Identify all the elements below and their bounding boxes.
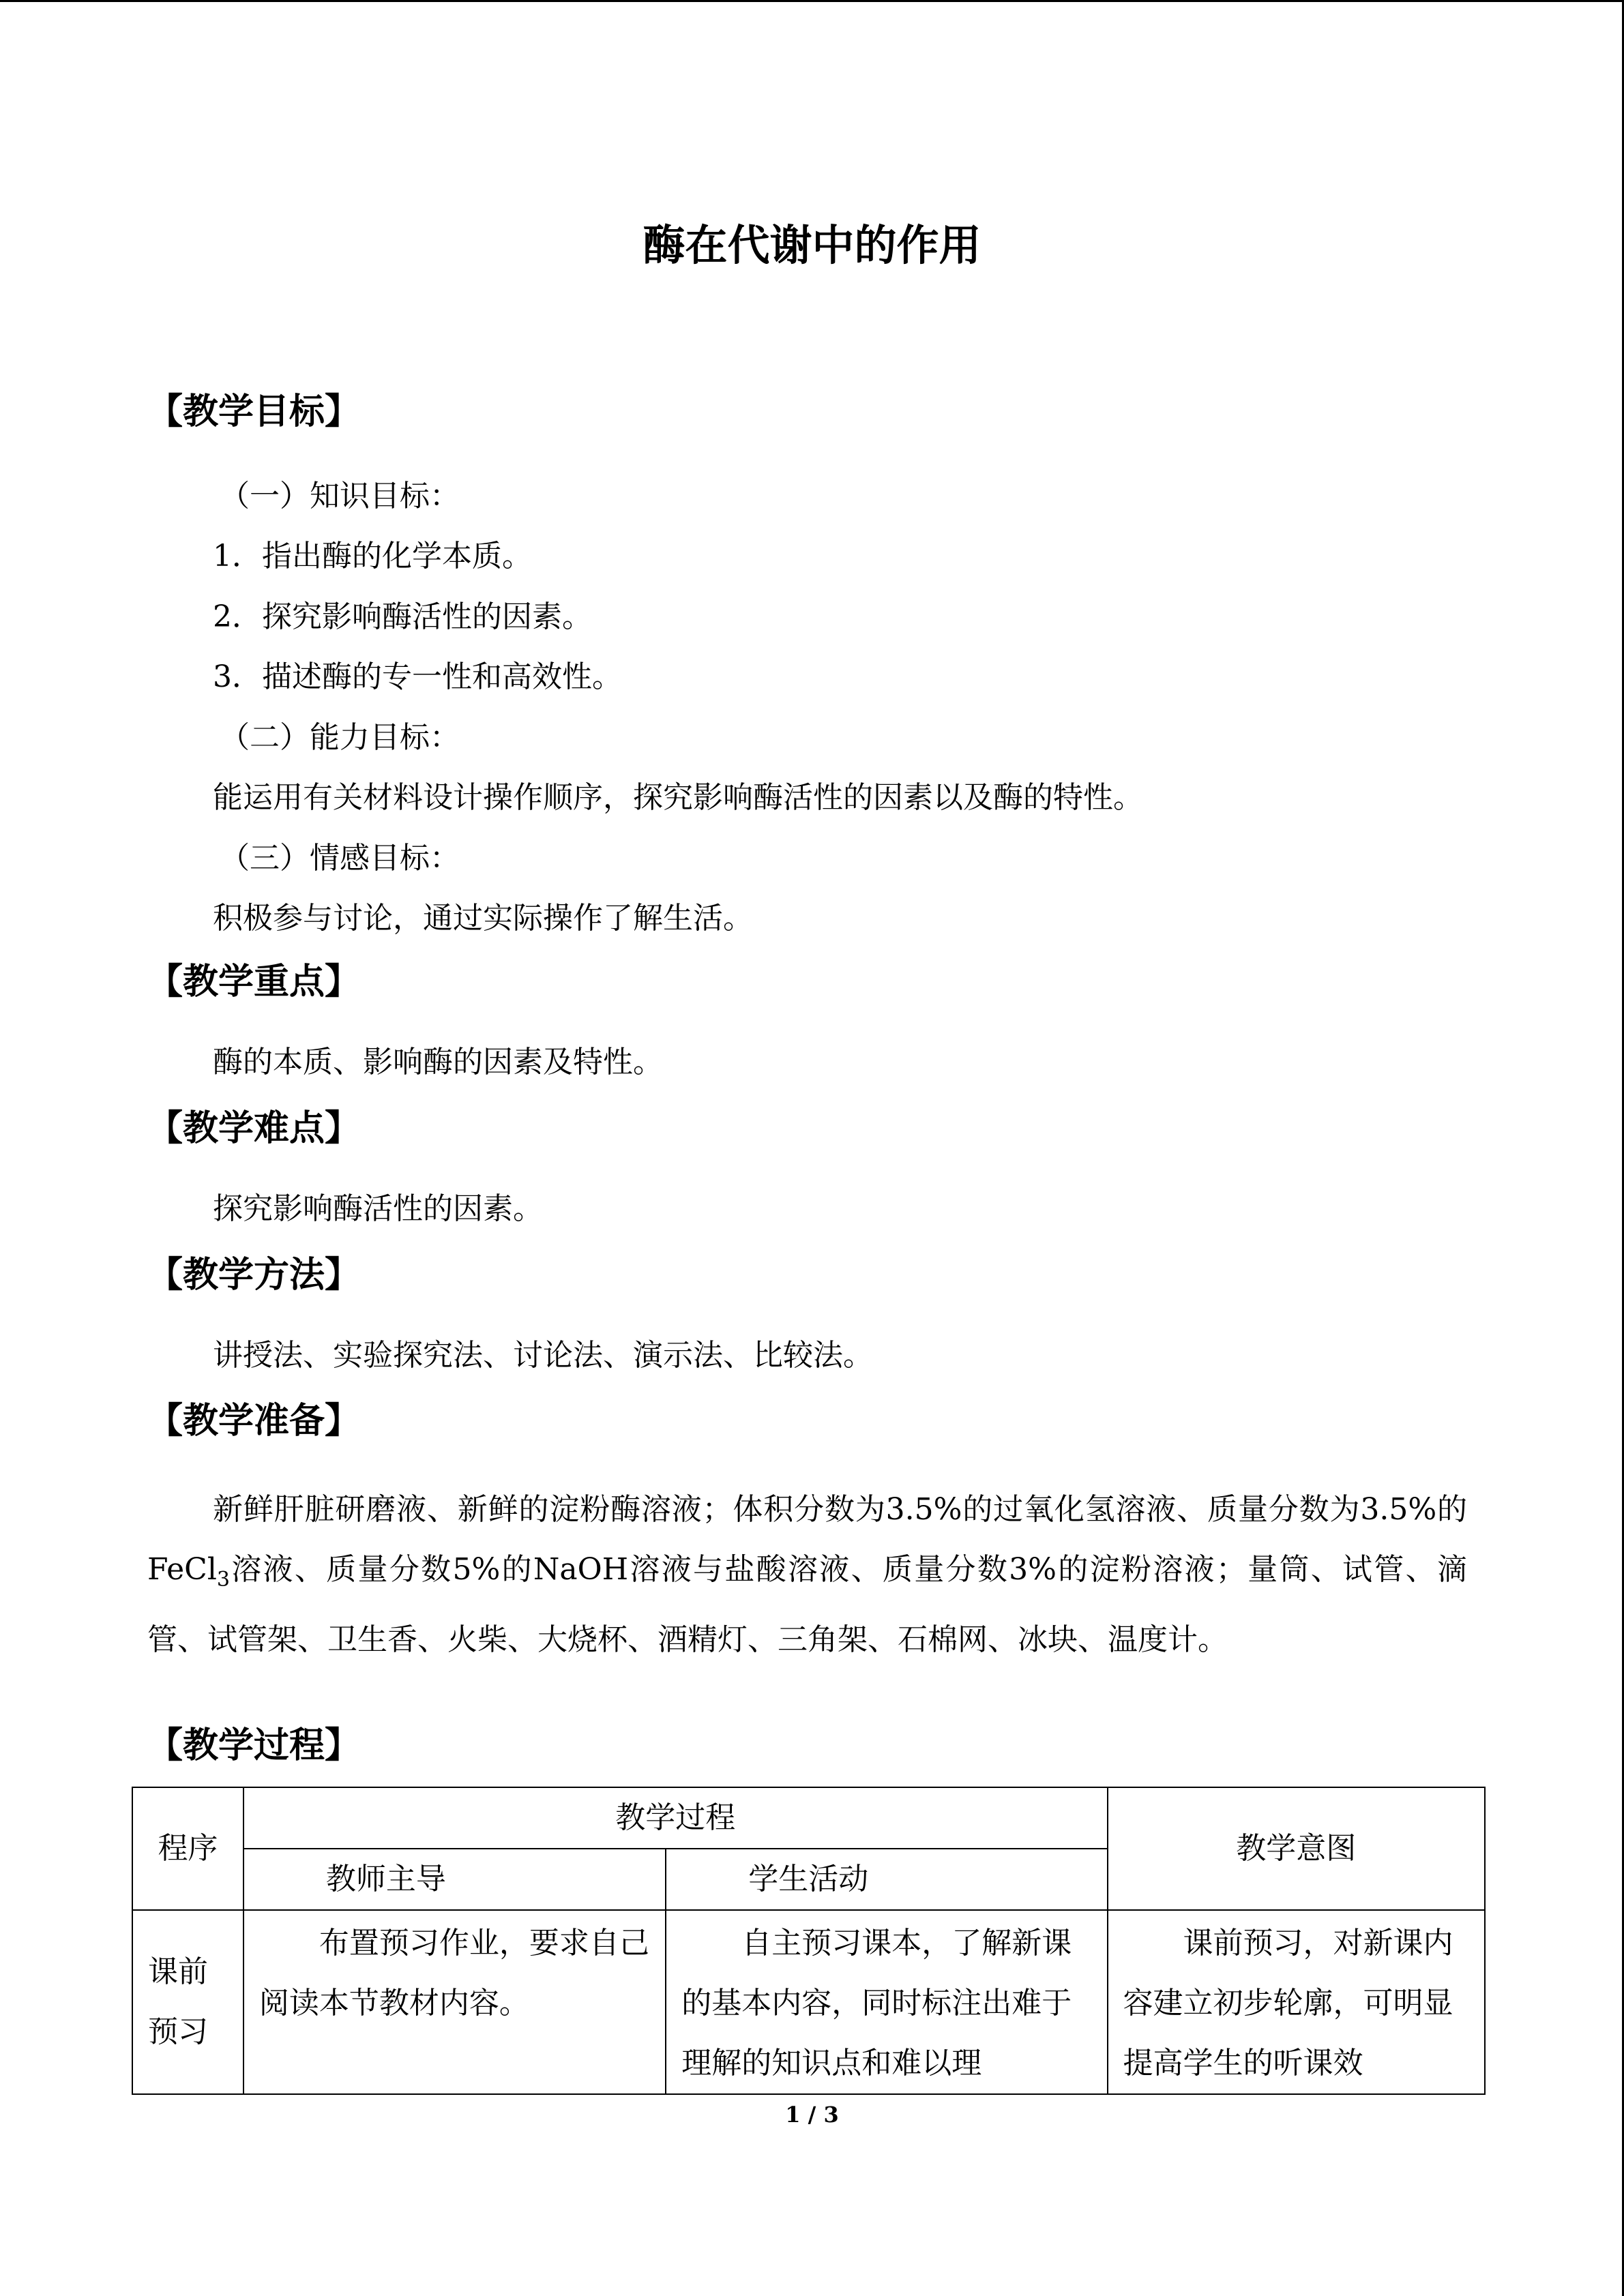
difficulties-text: 探究影响酶活性的因素。 <box>213 1191 543 1226</box>
heading-key-points: 【教学重点】 <box>147 961 361 1002</box>
header-intent: 教学意图 <box>1108 1787 1485 1910</box>
heading-methods: 【教学方法】 <box>147 1255 361 1296</box>
preparation-subscript: 3 <box>216 1567 230 1592</box>
knowledge-item-1: 1．指出酶的化学本质。 <box>213 539 532 573</box>
preparation-text-1: 新鲜肝脏研磨液、新鲜的淀粉酶溶液；体积分数为3.5%的过氧化氢溶液、质量分数为3.5%的FeCl <box>147 1492 1467 1587</box>
table-row <box>132 1910 1485 2094</box>
header-process: 教学过程 <box>243 1787 1108 1849</box>
page-title: 酶在代谢中的作用 <box>643 220 981 270</box>
row-step: 课前预习 <box>132 1910 243 2094</box>
row-teacher: 布置预习作业，要求自己阅读本节教材内容。 <box>243 1910 666 2094</box>
process-table <box>132 1787 1486 2095</box>
heading-goals: 【教学目标】 <box>147 391 361 432</box>
table-header-row-1 <box>132 1787 1485 1849</box>
row-intent: 课前预习，对新课内容建立初步轮廓，可明显提高学生的听课效 <box>1108 1910 1485 2094</box>
heading-difficulties: 【教学难点】 <box>147 1108 361 1149</box>
key-points-text: 酶的本质、影响酶的因素及特性。 <box>213 1045 663 1079</box>
ability-goal-text: 能运用有关材料设计操作顺序，探究影响酶活性的因素以及酶的特性。 <box>213 780 1143 815</box>
methods-text: 讲授法、实验探究法、讨论法、演示法、比较法。 <box>213 1338 873 1373</box>
preparation-text-2: 溶液、质量分数5%的NaOH溶液与盐酸溶液、质量分数3%的淀粉溶液；量筒、试管、滴管、试管架、卫生香、火柴、大烧杯、酒精灯、三角架、石棉网、冰块、温度计。 <box>147 1552 1467 1657</box>
heading-process: 【教学过程】 <box>147 1725 361 1766</box>
page-number: 1 / 3 <box>785 2102 839 2128</box>
heading-preparation: 【教学准备】 <box>147 1401 361 1442</box>
knowledge-item-2: 2．探究影响酶活性的因素。 <box>213 599 592 634</box>
knowledge-goal-label: （一）知识目标： <box>220 479 460 513</box>
preparation-paragraph <box>147 1480 1467 1670</box>
header-teacher: 教师主导 <box>243 1849 666 1910</box>
top-border <box>0 0 1624 2</box>
knowledge-item-3: 3．描述酶的专一性和高效性。 <box>213 659 622 694</box>
emotion-goal-label: （三）情感目标： <box>220 841 460 876</box>
header-student: 学生活动 <box>666 1849 1107 1910</box>
emotion-goal-text: 积极参与讨论，通过实际操作了解生活。 <box>213 901 753 936</box>
header-step: 程序 <box>132 1787 243 1910</box>
ability-goal-label: （二）能力目标： <box>220 720 460 755</box>
row-student: 自主预习课本，了解新课的基本内容，同时标注出难于理解的知识点和难以理 <box>666 1910 1107 2094</box>
